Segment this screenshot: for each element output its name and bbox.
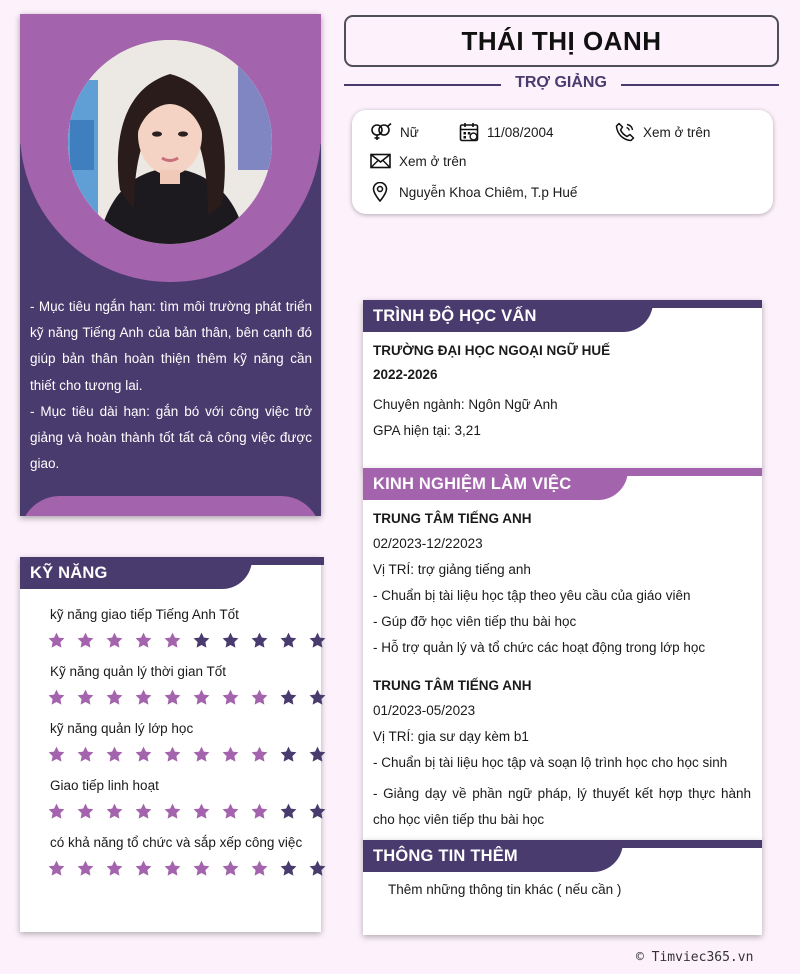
- star-empty-icon: [309, 746, 326, 763]
- footer-watermark: © Timviec365.vn: [636, 950, 754, 965]
- location-pin-icon: [372, 182, 388, 202]
- skills-panel: [20, 557, 321, 932]
- star-filled-icon: [77, 689, 94, 706]
- skill-rating: [48, 860, 338, 877]
- star-filled-icon: [164, 632, 181, 649]
- star-empty-icon: [193, 632, 210, 649]
- job-2-period: 01/2023-05/2023: [373, 703, 476, 718]
- gender-icon: [370, 123, 392, 141]
- skill-name: kỹ năng quản lý lớp học: [50, 721, 194, 736]
- star-empty-icon: [280, 803, 297, 820]
- star-empty-icon: [222, 632, 239, 649]
- star-filled-icon: [48, 803, 65, 820]
- education-major: Chuyên ngành: Ngôn Ngữ Anh: [373, 397, 558, 412]
- star-filled-icon: [135, 803, 152, 820]
- skill-name: có khả năng tổ chức và sắp xếp công việc: [50, 835, 303, 850]
- star-filled-icon: [222, 803, 239, 820]
- profile-bottom-arc: [20, 496, 321, 516]
- star-empty-icon: [280, 860, 297, 877]
- phone-value: Xem ở trên: [643, 124, 711, 140]
- star-filled-icon: [251, 860, 268, 877]
- contact-email: [370, 153, 466, 169]
- role-divider-left: [344, 84, 501, 86]
- education-title: TRÌNH ĐỘ HỌC VẤN: [373, 306, 537, 325]
- star-filled-icon: [48, 632, 65, 649]
- star-filled-icon: [48, 746, 65, 763]
- contact-gender: [370, 123, 419, 141]
- star-filled-icon: [222, 860, 239, 877]
- job-2-duty: - Chuẩn bị tài liệu học tập và soạn lộ trình học cho học sinh: [373, 755, 728, 770]
- star-filled-icon: [135, 860, 152, 877]
- star-filled-icon: [164, 689, 181, 706]
- star-filled-icon: [106, 803, 123, 820]
- extra-info-header: [363, 840, 762, 872]
- birthday-value: 11/08/2004: [487, 124, 554, 140]
- education-period: 2022-2026: [373, 367, 438, 382]
- experience-panel: [363, 468, 762, 842]
- star-empty-icon: [309, 803, 326, 820]
- job-1-period: 02/2023-12/22023: [373, 536, 483, 551]
- star-filled-icon: [77, 632, 94, 649]
- star-filled-icon: [193, 803, 210, 820]
- star-filled-icon: [77, 860, 94, 877]
- star-filled-icon: [251, 803, 268, 820]
- contact-card: [352, 110, 773, 214]
- job-1-company: TRUNG TÂM TIẾNG ANH: [373, 511, 532, 526]
- star-filled-icon: [77, 803, 94, 820]
- skills-header: [20, 557, 321, 589]
- objective-short-term: - Mục tiêu ngắn hạn: tìm môi trường phát triển kỹ năng Tiếng Anh của bản thân, bên cạnh đó giúp bản thân hoàn thiện thêm kỹ năng cần thiết cho tương lai.: [30, 299, 312, 393]
- skill-name: Kỹ năng quản lý thời gian Tốt: [50, 664, 226, 679]
- star-filled-icon: [164, 803, 181, 820]
- star-filled-icon: [106, 689, 123, 706]
- contact-address: [372, 182, 577, 202]
- job-1-duty: - Hỗ trợ quản lý và tổ chức các hoạt động trong lớp học: [373, 640, 706, 655]
- extra-info-panel: [363, 840, 762, 935]
- star-filled-icon: [106, 632, 123, 649]
- job-1-duty: - Chuẩn bị tài liệu học tập theo yêu cầu của giáo viên: [373, 588, 691, 603]
- star-filled-icon: [193, 746, 210, 763]
- career-objective: [30, 294, 312, 477]
- name-box: [344, 15, 779, 67]
- extra-info-text: Thêm những thông tin khác ( nếu cần ): [388, 882, 622, 897]
- avatar: [68, 40, 272, 244]
- skills-title: KỸ NĂNG: [30, 563, 108, 582]
- star-empty-icon: [309, 632, 326, 649]
- school-name: TRƯỜNG ĐẠI HỌC NGOẠI NGỮ HUẾ: [373, 343, 611, 358]
- star-empty-icon: [309, 689, 326, 706]
- star-filled-icon: [164, 746, 181, 763]
- address-value: Nguyễn Khoa Chiêm, T.p Huế: [399, 184, 578, 200]
- star-filled-icon: [48, 689, 65, 706]
- star-filled-icon: [135, 746, 152, 763]
- star-filled-icon: [193, 689, 210, 706]
- contact-birthday: [459, 122, 554, 142]
- skill-name: kỹ năng giao tiếp Tiếng Anh Tốt: [50, 607, 239, 622]
- star-filled-icon: [135, 632, 152, 649]
- job-2-duty: - Giảng dạy về phần ngữ pháp, lý thuyết kết hợp thực hành cho học viên tiếp thu bài học: [373, 786, 751, 827]
- job-1-position: Vị TRÍ: trợ giảng tiếng anh: [373, 562, 531, 577]
- extra-info-title: THÔNG TIN THÊM: [373, 846, 518, 865]
- star-filled-icon: [48, 860, 65, 877]
- skill-rating: [48, 746, 338, 763]
- star-empty-icon: [280, 632, 297, 649]
- experience-header: [363, 468, 762, 500]
- star-filled-icon: [77, 746, 94, 763]
- star-filled-icon: [222, 746, 239, 763]
- star-filled-icon: [135, 689, 152, 706]
- star-filled-icon: [193, 860, 210, 877]
- contact-phone: [615, 122, 710, 142]
- profile-card: [20, 14, 321, 516]
- role-divider-right: [621, 84, 779, 86]
- phone-icon: [615, 122, 635, 142]
- objective-long-term: - Mục tiêu dài hạn: gắn bó với công việc trở giảng và hoàn thành tốt tất cả công việc được giao.: [30, 403, 312, 472]
- calendar-icon: [459, 122, 479, 142]
- star-filled-icon: [106, 746, 123, 763]
- job-2-company: TRUNG TÂM TIẾNG ANH: [373, 678, 532, 693]
- mail-icon: [370, 153, 391, 169]
- star-empty-icon: [251, 632, 268, 649]
- email-value: Xem ở trên: [399, 153, 467, 169]
- candidate-name: THÁI THỊ OANH: [461, 25, 662, 56]
- star-filled-icon: [251, 746, 268, 763]
- experience-title: KINH NGHIỆM LÀM VIỆC: [373, 474, 572, 493]
- skill-rating: [48, 803, 338, 820]
- gender-value: Nữ: [400, 124, 419, 140]
- star-empty-icon: [280, 689, 297, 706]
- education-header: [363, 300, 762, 332]
- job-1-duty: - Gúp đỡ học viên tiếp thu bài học: [373, 614, 577, 629]
- skill-rating: [48, 632, 338, 649]
- star-filled-icon: [164, 860, 181, 877]
- star-filled-icon: [251, 689, 268, 706]
- skill-rating: [48, 689, 338, 706]
- star-empty-icon: [309, 860, 326, 877]
- star-filled-icon: [106, 860, 123, 877]
- skill-name: Giao tiếp linh hoạt: [50, 778, 159, 793]
- job-title: TRỢ GIẢNG: [515, 74, 607, 91]
- star-filled-icon: [222, 689, 239, 706]
- job-2-position: Vị TRÍ: gia sư dạy kèm b1: [373, 729, 529, 744]
- education-gpa: GPA hiện tại: 3,21: [373, 423, 481, 438]
- star-empty-icon: [280, 746, 297, 763]
- education-panel: [363, 300, 762, 470]
